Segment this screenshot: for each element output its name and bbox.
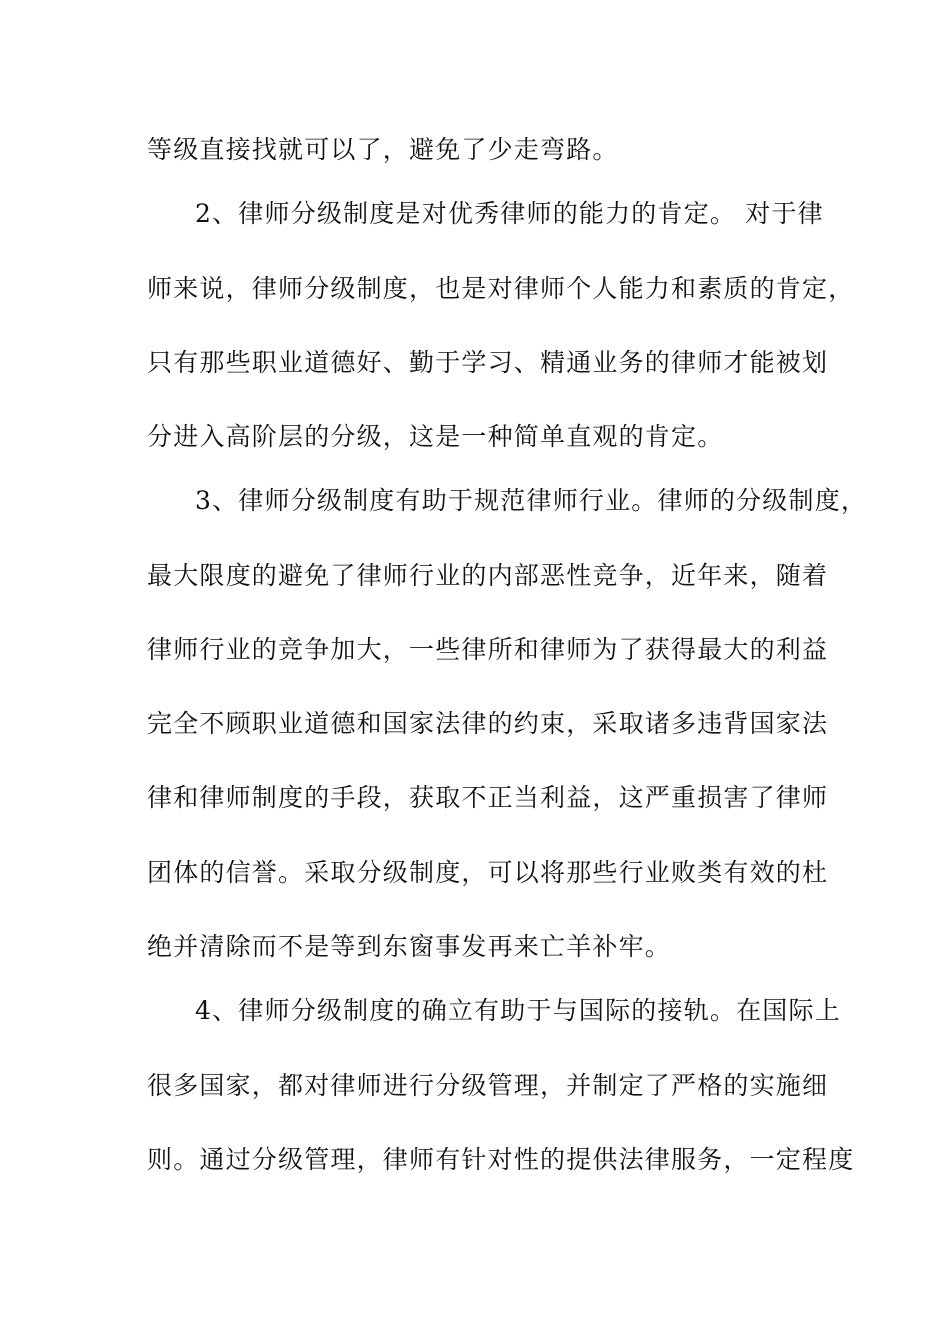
text-line: 师来说，律师分级制度，也是对律师个人能力和素质的肯定，: [147, 274, 855, 303]
text-line: 绝并清除而不是等到东窗事发再来亡羊补牢。: [147, 932, 672, 961]
text-line: 只有那些职业道德好、勤于学习、精通业务的律师才能被划: [147, 348, 829, 377]
text-line: 最大限度的避免了律师行业的内部恶性竞争，近年来，随着: [147, 561, 829, 590]
paragraph-2-start: 2、律师分级制度是对优秀律师的能力的肯定。 对于律: [195, 199, 824, 228]
paragraph-3-start: 3、律师分级制度有助于规范律师行业。律师的分级制度，: [195, 486, 868, 515]
text-line: 律和律师制度的手段，获取不正当利益，这严重损害了律师: [147, 783, 829, 812]
text-line: 则。通过分级管理，律师有针对性的提供法律服务，一定程度: [147, 1145, 855, 1174]
text-line: 等级直接找就可以了，避免了少走弯路。: [147, 135, 619, 164]
text-line: 团体的信誉。采取分级制度，可以将那些行业败类有效的杜: [147, 858, 829, 887]
paragraph-4-start: 4、律师分级制度的确立有助于与国际的接轨。在国际上: [195, 996, 841, 1025]
text-line: 律师行业的竞争加大，一些律所和律师为了获得最大的利益: [147, 635, 829, 664]
text-line: 很多国家，都对律师进行分级管理，并制定了严格的实施细: [147, 1071, 829, 1100]
text-line: 分进入高阶层的分级，这是一种简单直观的肯定。: [147, 422, 724, 451]
text-line: 完全不顾职业道德和国家法律的约束，采取诸多违背国家法: [147, 709, 829, 738]
